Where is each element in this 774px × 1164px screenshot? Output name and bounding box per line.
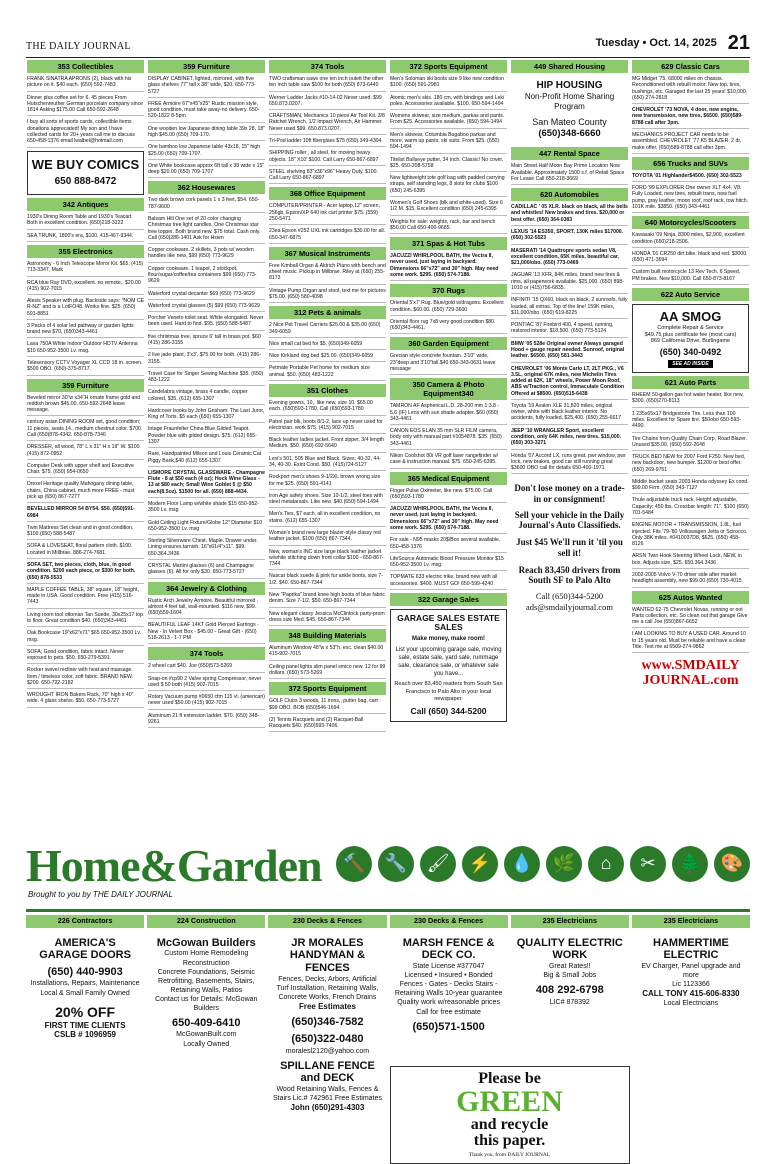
service-ad	[268, 931, 386, 1115]
we-buy-comics-ad	[27, 151, 144, 195]
classified-ad: CADILLAC ' 05 XLR. black on black, all the bells and whistles! New brakes and tires. $20,000 or best offer. (650) 364-0383	[511, 204, 628, 226]
classified-ad: Woman's brand new large blazer-style classy red leather jacket. $100 (650) 867-7344.	[269, 530, 386, 546]
category-header: 372 Sports Equipment	[390, 60, 507, 73]
classified-ad: RHEEM 50-gallon gas hot water heater, like new, $300. (650)270-8113	[632, 392, 749, 408]
classified-ad: Astronomy - 6 Inch Telescope Mirror Kit. $65, (415) 713-3347, Mark	[27, 261, 144, 277]
service-column	[632, 915, 750, 1125]
wrench-icon: 🔧	[378, 846, 414, 882]
classified-ad: Titelist Bullseye putter, 34 inch. Classic! No cover. $25. 650-208-5758	[390, 157, 507, 173]
classified-ad: Women's Golf Shoes (blk and white-used). Size 6 1/2 M. $15. Excellent condition (650) 245-6395	[390, 200, 507, 216]
service-ad-line: 650-409-6410	[172, 1017, 241, 1030]
classified-ad: GOLF Clubs 3 woods, 11 irons,, putter bag, cart $99 OBO. BOB (650)546-1694.	[269, 698, 386, 714]
paint-icon: 🎨	[714, 846, 750, 882]
classified-ad: Dinner plus coffee set for 6. 45 pieces From Hutschenreuther German porcelain company since 1814 Asking $175.00 Call 650-592-2648	[27, 95, 144, 117]
ad-line: Just $45 We'll run it 'til you sell it!	[516, 536, 623, 558]
classified-ad: Gold Ceiling Light Fixture/Globe 12" Diameter $10 650-952-3500 Lv. msg	[148, 520, 265, 536]
aa-smog-ad	[632, 304, 749, 373]
service-ad-line: (650) 440-9903	[47, 966, 123, 979]
classified-ad: New, woman's INC size large black leather jacket w/white stitching down front collar $100 - 650-867-7344	[269, 549, 386, 571]
classified-ad: Tri-Pod ladder 10ft fiberglass $75 (650) 349-4304.	[269, 138, 386, 147]
classified-ad: CHEVROLET '73 NOVA, 4 door, new engine, new transmission, new tires, $6500. (650)589-8788 call after 3pm.	[632, 107, 749, 129]
category-header: 362 Housewares	[148, 181, 265, 194]
classified-ad: SOFA SET, two pieces, cloth, blue, in good condition. $200 each piece, or $300 for both. (650) 878-5533	[27, 562, 144, 584]
classified-ad: New "Paprika" brand knee high boots of blue fabric denim. Size 7-1/2. $50. 650-867-7344	[269, 592, 386, 608]
classified-ad: Oriental 5'x7' Rug. Blue/gold w/dragons. Excellent condition. $60.00. (650) 729-3600	[390, 300, 507, 316]
classified-ad: Men's skiwear, Columbia Bugaboo parkas and more, warm up pants, ski suits. From $25. (650) 594-1494	[390, 132, 507, 154]
category-header: 224 Construction	[147, 915, 265, 928]
category-header: 625 Autos Wanted	[632, 591, 749, 604]
classified-ad: Aluminum Window 48"w x 53"h. exc. clean $40.00 415-902-7015	[269, 645, 386, 661]
service-ad-line: Locally Owned	[183, 1040, 230, 1048]
service-ad	[632, 931, 750, 1010]
classified-column	[268, 58, 387, 820]
category-header: 353 Collectibles	[27, 60, 144, 73]
classified-ad: Rocker swivel recliner with heat and massage. Item / timeless color, soft fabric. BRAND NEW. $200. 650-722-2182	[27, 667, 144, 689]
classified-ad: Nikon Coolshot 80i VR golf laser rangefinder w/ case & instruction manual. $75. 650-245-6395.	[390, 453, 507, 469]
classified-ad: SHIPPING roller , all steel, for moving heavy objects. 18" X10' $100. Call Larry 650-867-6897	[269, 150, 386, 166]
category-header: 374 Tools	[148, 647, 265, 660]
classified-ad: TWO craftsman saws one ten inch outett the other ten inch table saw $100 for both (650) 873-6440	[269, 76, 386, 92]
classified-ad: JACUZZI WHIRLPOOL BATH, the Vectra II, never used, just laying in backyard. Dimensions 66"x72" and 30" high. May need some work. $295. (650) 574-7188.	[390, 253, 507, 281]
classified-ad: One wooden low Japanese dining table 39x 28, 18" high $45.00 (650) 709-170.	[148, 126, 265, 142]
classified-ad: Balsam Hill One set of 20 color changing Christmas tree light candles. One Christmas star tree topper. Both brand new. $75 total. Cash only. Call (650)286-1401 Ask for Hsien	[148, 216, 265, 244]
classified-ad: FRANK SINATRA APRONS (2), black with his picture on it. $40 each. (650) 592-7483	[27, 76, 144, 92]
classified-ad: SOFA; Good condition, fabric intact. Never exposed to pets. $50. 650-279-5391.	[27, 649, 144, 665]
service-ad	[147, 931, 265, 1051]
ad-line: Reach 83,450 drivers from South SF to Palo Alto	[518, 564, 621, 586]
hip-housing-ad	[511, 76, 628, 145]
classified-ad: RCA blue Ray DVD, excellent. no remote,. $20.00 (415) 902-7015	[27, 280, 144, 296]
classified-ad: TOYOTA '01 Highlander$4500. (650) 302-5523	[632, 173, 749, 182]
classified-ad: MECHANICS PROJECT CAR needs to be assembled. CHEVROLET '77 K5 BLAZER. 2 dr, make offer. (650)589-8788 call after 3pm.	[632, 132, 749, 154]
classified-ad: Evening gowns, 10,. like new, size 10. $65.00 each. (650)593-1780. Call (650)593-1780	[269, 400, 386, 416]
classified-ad: Alesis Speaker with plug. Backside says: "NOM CE R-NZ" and is a LotFO48. Works fine. $25. (650) 591-8851	[27, 298, 144, 320]
classified-ad: ENGINE MOTOR + TRANSMISSION, 1.8L, fuel injected. Fits '79-'80 Volkswagen Jetta or Scirocco. Only 38K miles. #0410037D8, $625. (650) 458-8126	[632, 522, 749, 550]
classified-ad: Free Kimball Organ & Aldrich Piano with bench and sheet music. Pickup in Millbrae. Riley at (650) 255-8173	[269, 263, 386, 285]
service-ad-line: Big & Small Jobs	[543, 972, 597, 980]
service-ad-line: (650)571-1500	[412, 1020, 485, 1033]
service-ad-line: (650)322-0480	[291, 1033, 364, 1046]
classified-ad: Men's Ties, $7 each, all in excellent condition, no stains. (612) 655-1307	[269, 511, 386, 527]
home-garden-rule	[26, 909, 750, 912]
auto-classifieds-ad	[511, 477, 628, 617]
classified-ad: CRAFTSMAN, Mechanics 10 piece Air Tool Kit. 3/8 Ratchet Wrench, 1/2 Impact Wrench, Air Hammer Never used $99. 650.873.0207.	[269, 113, 386, 135]
service-ad-line: moralesl2120@yahoo.com	[285, 1047, 370, 1055]
classified-ad: Rockport men's shoes 9-1/2XL brown wrong size for me $25. (650) 591-4141	[269, 474, 386, 490]
classified-ad: MAPLE COFFEE TABLE, 38" square, 18" height, made in USA. Good condition. Free (415) 516-7443	[27, 587, 144, 609]
service-ad-line: Installations, Repairs, Maintenance	[30, 980, 140, 988]
classified-ad: Candelabra vintage, brass 4 candle, copper colored, $35. (612) 655-1307	[148, 389, 265, 405]
classified-ad: Drexel Heritage quality Mahogany dining table, chairs, China cabinet, much more FREE - must pick up (650) 867-7277	[27, 481, 144, 503]
classifieds-area	[26, 58, 750, 820]
classified-ad: FREE Armoire 67"x45"x25" Rustic mission style, good condition, must take away-no delivery. 650-520-1822 8-5pm	[148, 101, 265, 123]
category-header: 364 Jewelry & Clothing	[148, 582, 265, 595]
classified-ad: Rotary Vacuum pump #0650 cfm 115 vl. (american) never used $50.00 (415) 902-7015	[148, 694, 265, 710]
category-header: 620 Automobiles	[511, 188, 628, 201]
service-ad-line: CSLB # 1096959	[54, 1030, 116, 1040]
classified-ad: INFINITI '15 QX60, black on black, 2 sunroofs, fully loaded, all extras. Top of the line! 159K miles, $11,000/obo. (650) 619-8225	[511, 297, 628, 319]
classified-ad: Vintage Pump Organ and stool, text me for pictures $75.00. (650) 580-4098	[269, 288, 386, 304]
category-header: 365 Medical Equipment	[390, 472, 507, 485]
classified-ad: Atomic men's skis. 180 cm, with bindings and Leki poles. Accessories available. $100. 650-594-1494	[390, 95, 507, 111]
ad-line: Complete Repair & Service	[657, 324, 724, 331]
category-header: 359 Furniture	[27, 379, 144, 392]
service-ad-line: QUALITY ELECTRIC WORK	[516, 936, 623, 962]
service-ad-line: Wood Retaining Walls, Fences & Stairs Lic.# 742961 Free Estimates	[272, 1085, 382, 1103]
service-ad-line: Great Rates!!	[548, 963, 591, 971]
bolt-icon: ⚡	[462, 846, 498, 882]
service-ad-line: EV Charger, Panel upgrade and more	[641, 963, 741, 980]
classified-ad: BEAUTIFUL LEAF 14KT Gold Pierced Earrings - New - In Velvet Box - $45.00 - Great Gift - (650) 518-2613 - 1-7 PM	[148, 622, 265, 644]
classified-ad: Computer Desk with upper shelf and Executive Chair. $75. (650) 954-0650	[27, 463, 144, 479]
classified-ad: Intage Fraunfelter China Blue Gilded Teapot. Powder blue with gilded design. $75. (612) 655-1307	[148, 426, 265, 448]
category-header: 370 Rugs	[390, 284, 507, 297]
classified-ad: ARSN Twin Hook Steering Wheel Lock, NEW, in box. Adjusts size, $25. 650.364.3436	[632, 553, 749, 569]
service-ad-line: Call for free estimate	[416, 1008, 481, 1016]
classified-ad: WANTED 62-75 Chevrolet Novas, running or not Parts collection, etc. So clean out that garage Give me a call Joe (650)867-6652	[632, 607, 749, 629]
service-ad-line: McGowanBuilt.com	[176, 1031, 237, 1039]
classified-ad: 2 Nice Pet Travel Carriers $25.00 & $35.00 (650) 349-6059	[269, 322, 386, 338]
classified-ad: DRESSER, all wood, 78" L x 31" H x 19" W. $100. (415) 872-0952	[27, 444, 144, 460]
home-garden-icons	[336, 846, 750, 882]
service-ad-line: 408 292-6798	[535, 984, 604, 997]
category-header: 350 Camera & Photo Equipment340	[390, 378, 507, 400]
recycle-line: Please be	[478, 1070, 541, 1088]
service-ad-line: MARSH FENCE & DECK CO.	[402, 936, 495, 962]
classified-column	[147, 58, 266, 820]
classified-ad: Honda '07 Accord LX, runs great, pwr window, pwr lock, new brakes, good car still running great $3600 OBO call for details 650-400-1971	[511, 453, 628, 475]
classified-ad: 1 235x65x17 Bridgestone Tire. Less than 100 miles. Excellent for Spare tire. $50obo 650-593-4490.	[632, 411, 749, 433]
classified-ad: LISMORE CRYSTAL GLASSWARE - Champagne Flute - 8 at $50 each (4 oz); Hock Wine Glass - 13 at $80 each; Small Wine Goblet 5 @ $50 each(8.5oz). $1500 for all. (650) 888-4434.	[148, 470, 265, 498]
service-ad-line: Custom Home Remodeling Reconstruction	[164, 950, 249, 967]
garage-sales-ad	[390, 609, 507, 722]
service-ad-line: 20% OFF	[55, 1003, 116, 1020]
service-ad-line: Local & Small Family Owned	[40, 989, 130, 997]
service-ad-line: McGowan Builders	[156, 936, 256, 949]
classified-ad: SOFA & LOVESEAT, floral pattern cloth. $100. Located in Millbrae. 886-274-7681.	[27, 543, 144, 559]
category-header: 371 Spas & Hot Tubs	[390, 237, 507, 250]
ad-line: SEE AD INSIDE	[668, 360, 713, 368]
smdailyjournal-logo: www.SMDAILY JOURNAL.com	[641, 658, 740, 688]
category-header: 348 Building Materials	[269, 629, 386, 642]
service-ad-line: Lic 1123366	[672, 981, 710, 989]
classified-ad: Two dark brown cork panels 1 x 3 feet, $54. 650-787-9600	[148, 197, 265, 213]
services-area	[26, 915, 750, 1159]
classified-ad: Waterford crystal decanter $69 (650) 773-9629	[148, 291, 265, 300]
service-ad	[26, 931, 144, 1042]
classified-ad: Snap-on #cp90 2 Valve spring Compressor, never used $ 50 both (415) 902-7015	[148, 676, 265, 692]
ad-phone: Call (650) 344-5200	[410, 706, 487, 717]
classified-ad: Copper cookware. 2 skillets, 3 pots w/ wooden handles like new, $99 (650) 773-9629	[148, 247, 265, 263]
classified-ad: PONTIAC '87 Firebird 400, 4 speed, running, restored interior. $18,500. (650) 773-5124	[511, 322, 628, 338]
classified-ad: TOPMATE 633 electric trike, brand new with all accessories. $400. MUST GO! 650-599-4240	[390, 574, 507, 590]
tree-icon: 🌲	[672, 846, 708, 882]
classified-ad: STEEL shelving 83"x36"x96" Heavy Duty. $100. Call Larry 650-867-6897	[269, 169, 386, 185]
service-ad-line: State License #377047	[412, 963, 485, 971]
category-header: 621 Auto Parts	[632, 376, 749, 389]
classified-ad: One White bookcase approx 6ft tall x 38 wide x 15" deep $20.00 (650) 709-1707	[148, 163, 265, 179]
category-header: 656 Trucks and SUVs	[632, 157, 749, 170]
ad-line: Don't lose money on a trade-in or consignment!	[514, 483, 625, 504]
classified-ad: Nice Kirkland dog bed $25.00. (650)349-6059	[269, 353, 386, 362]
classified-ad: Thule adjustable truck rack, Height adjustable, Capacity: 450 lbs. Crossbar length: 71". $100 (650) 701-5484	[632, 497, 749, 519]
category-header: 640 Motorcycles/Scooters	[632, 216, 749, 229]
classified-ad: One bamboo low Japanese table 43x18, 15" high $25.00 (650) 709-1707.	[148, 144, 265, 160]
paper-name: THE DAILY JOURNAL	[26, 40, 131, 52]
classified-ad: MASERATI '14 Quattropre sports sedan V8, excellent condition, 65K miles, beautiful car, $21,000/obo. (650) 773-0469	[511, 248, 628, 270]
classified-ad: COMPUTER/PRINTER - Acer laptop,12" screen, 256gb, Epson/XP 640 ink cart printer $75. (559) 250-5471	[269, 203, 386, 225]
masthead	[26, 32, 750, 58]
classified-ad: New lightweight tote golf bag with padded carrying straps, self standing legs, 8 slots for clubs $100 (650) 245-6395	[390, 175, 507, 197]
category-header: 629 Classic Cars	[632, 60, 749, 73]
classified-ad: Petmate Portable Pet home for medium size animal. $50. (650) 483-1222	[269, 365, 386, 381]
classified-ad: Toyota '19 Avalon XLE 31,820 miles, original owner, white with black leather interior. No accidents, fully loaded. $25,400. (650) 255-6617	[511, 403, 628, 425]
page-number: 21	[727, 31, 750, 54]
ad-phone: 650 888-8472	[54, 175, 117, 187]
ad-line: Sell your vehicle in the Daily Journal's Auto Classifieds.	[514, 510, 625, 531]
recycle-line: this paper.	[473, 1132, 546, 1150]
service-ad-line: John (650)291-4303	[290, 1103, 365, 1113]
classified-ad: (2) Tennis Racquets and (2) Racquet-Ball Racquets $40. (650)593-7406.	[269, 717, 386, 733]
classified-ad: Lava 750A White Indoor Outdoor HDTV Antenna $10 650-952-3500 Lv. msg.	[27, 341, 144, 357]
category-header: 226 Contractors	[26, 915, 144, 928]
classified-ad: Finger Pulse Oximeter, like new. $75.00. Call (650)593-1780	[390, 488, 507, 504]
saw-icon: ✂	[630, 846, 666, 882]
category-header: 312 Pets & animals	[269, 306, 386, 319]
classified-ad: 23ea Epson #252 UXL ink cartridges $30.00 for all. 650-347-6875	[269, 228, 386, 244]
classified-ad: Rustic Arch Jewelry Armoire. Beautiful mirrored , almost 4 feet tall, wall-mounted. $116 new, $99.(650)559-1604	[148, 598, 265, 620]
ad-line: $49.75 plus certificate fee (most cars)	[644, 331, 737, 338]
service-ad-line: (650)346-7582	[291, 1015, 364, 1028]
classified-ad: For sale - N95 masks 20$/Box several available, 650-458-1376	[390, 537, 507, 553]
ad-phone: (650)348-6660	[538, 127, 601, 139]
category-header: 447 Rental Space	[511, 147, 628, 160]
classified-ad: New elegant classy Jessica McClintock party-prom dress size Med. $45. 650-867-7344	[269, 611, 386, 627]
recycle-line: GREEN	[456, 1085, 563, 1119]
category-header: 235 Electricians	[632, 915, 750, 928]
home-garden-subtitle: Brought to you by THE DAILY JOURNAL	[28, 890, 173, 899]
service-column	[511, 915, 629, 1125]
service-ad-line: AMERICA'S GARAGE DOORS	[39, 936, 131, 962]
service-ad-line: LIC# 878392	[549, 998, 590, 1006]
classified-ad: Twin Mattress Set clean and in good condition. $100.(650) 588-5487	[27, 525, 144, 541]
home-garden-banner	[26, 838, 750, 904]
classified-ad: 2 live jade plant, 3'x3', $75.00 for both. (415) 286-3155.	[148, 352, 265, 368]
classified-ad: 3 Packs of 4 solar led pathway or garden lights brand new $70, (650)343-4461	[27, 323, 144, 339]
classified-ad: century asian DINING ROOM set, good condition; 11 pieces, seats 14., medium chestnut color. $700. Call (650)878-4342. 650-878-7346	[27, 419, 144, 441]
ad-title: WE BUY COMICS	[31, 156, 140, 172]
service-ad	[390, 931, 508, 1036]
classified-ad: BEVELLED MIRROR 54 BY54. $50. (650)591-6984	[27, 506, 144, 522]
category-header: 368 Office Equipment	[269, 187, 386, 200]
classified-column	[631, 58, 750, 820]
service-ad-line: Licensed • Insured • Bonded Fences - Gates - Decks Stairs - Retaining Walls 10-year guarantee Quality work w/reasonable prices	[394, 972, 503, 1007]
classified-ad: 2 wheel cart $40. Joe (650)573-5269	[148, 663, 265, 672]
classified-ad: CHEVROLET '06 Monte Carlo LT, 2LT PKG., V6 3.5L, original 67K miles, new Michelin Tires added at 62K, 18" wheels, Power Moon Roof, ABS w/Traction control, Immaculate Condition Offered at $8500. (650)515-6438	[511, 366, 628, 400]
classified-ad: Living room tool ottoman Tan Suede, 30x25x17 top to floor. Great condition $40. (650)343-4461	[27, 612, 144, 628]
issue-date-page	[596, 31, 750, 55]
leaf-icon: 🌿	[546, 846, 582, 882]
service-ad-line: Local Electricians	[663, 1000, 719, 1008]
service-ad-line: Free Estimates	[298, 1001, 356, 1011]
category-header: 374 Tools	[269, 60, 386, 73]
classified-ad: five christmas tree, spruce 6' tall in brass pot. $60 (415) 286-3155	[148, 334, 265, 350]
classified-ad: JACUZZI WHIRLPOOL BATH, the Vectra II, never used, just laying in backyard. Dimensions 66"x72" and 30" high. May need some work. $295. (650) 574-7188.	[390, 506, 507, 534]
classified-ad: Grecian style concrete fountain. 3'10" wide, 23"deep and 3'10"tall.$40 650-343-0631 leave message	[390, 353, 507, 375]
service-column	[390, 915, 563, 1159]
ad-line: 869 California Drive, Burlingame	[650, 338, 731, 345]
category-header: 342 Antiques	[27, 198, 144, 211]
drop-icon: 💧	[504, 846, 540, 882]
service-ad-line: CALL TONY 415-606-8330	[642, 989, 740, 999]
classified-ad: I AM LOOKING TO BUY A USED CAR. Around 10 to 15 years old. Must be reliable and have a clean Title. Text me at 6509-274-9862	[632, 631, 749, 653]
recycle-line: Thank you, from DAILY JOURNAL	[468, 1152, 551, 1159]
category-header: 449 Shared Housing	[511, 60, 628, 73]
classified-ad: DISPLAY CABINET, lighted, mirrored, with five glass shelves 77" tall x 38" wide, $20. 650-773-5727	[148, 76, 265, 98]
issue-date: Tuesday • Oct. 14, 2025	[595, 36, 717, 49]
classified-ad: Beveled mirror 30"w x34"H ornate frame gold and reddish brown $45.00. 650-592-2648 leave message.	[27, 395, 144, 417]
category-header: 360 Garden Equipment	[390, 337, 507, 350]
service-ad-line: HAMMERTIME ELECTRIC	[653, 936, 729, 962]
classified-ad: 2002-2005 Volvo V-70 driver side after market headlight assembly, new $99.00 (650) 730-4015	[632, 572, 749, 588]
ad-location: San Mateo County	[532, 116, 607, 127]
category-header: 367 Musical Instruments	[269, 247, 386, 260]
service-ad-line: Fences, Decks, Arbors, Artificial Turf Installation, Retaining Walls, Concrete Works, French Drains	[276, 975, 379, 1001]
classified-ad: Levi's 501, 505 Blue and Black. Sizes: 40-32, 44-34, 40-30. Exlnt Cond. $50. (415)724-5127	[269, 456, 386, 472]
classified-ad: Middle bucket seats 2003 Honda odyssey Ex cond. $99.00 Firm. (650) 343-7127	[632, 479, 749, 495]
classified-ad: Waterford crystal glasses (5) $99 (650) 773-9629	[148, 303, 265, 312]
service-ad-line: Contact us for Details: McGowan Builders	[155, 995, 258, 1012]
classified-ad: FORD '99 EXPLORER One owner XLT 4x4, V8. Fully Loaded, new tires, rebuilt trans, new fuel pump, gray leather, moon roof, roof rack, tow hitch. 101K mile. $3850. (650) 343-4461	[632, 185, 749, 213]
service-ad-line: JR MORALES HANDYMAN & FENCES	[289, 936, 366, 975]
classified-ad: Aluminum 21 ft extension ladder. $70. (650) 348-9261	[148, 713, 265, 729]
service-column	[268, 915, 386, 1125]
brush-icon: 🖌	[420, 846, 456, 882]
classified-ad: Kawasaki '09 Ninja, 8300 miles, $2,900, excellent condition (650)218-2506.	[632, 232, 749, 248]
classified-ad: SEA TRUNK, 1800's era, $100. 415-467-9344.	[27, 233, 144, 242]
classified-ad: Patrol pair blk, boots 8/1-2, lace up never used for electrician. work $75. (415) 902-7015	[269, 419, 386, 435]
service-ad-line: Concrete Foundations, Seismic Retrofitting, Basements, Stairs, Retaining Walls, Patios	[157, 968, 255, 994]
category-header: 622 Auto Service	[632, 288, 749, 301]
classified-ad: Oriental floor rug 7x8 very good condition $80. (650)343-4461.	[390, 319, 507, 335]
classified-ad: JAGUAR '13 XFR, 84K miles, brand new tires & rims, all paperwork available. $25,000. (650) 898-1010 or (415)756-6835.	[511, 272, 628, 294]
classified-ad: MG Midget '75, 68000 miles on chassis. Reconditioned with rebuilt motor. New top, tires, bushings, etc. Garaged the last 25 years! $10,000. (650) 274-2818	[632, 76, 749, 104]
service-column	[147, 915, 265, 1125]
classified-ad: Nascar black suede & pink fur ankle boots, size 7-1/2. $40. 650-867-7344	[269, 573, 386, 589]
classified-ad: Men's Soloman ski boots size 9 like new condition $100. (650) 591-2981	[390, 76, 507, 92]
classified-ad: BMW '05 528e Original owner Always garaged Hood + gauge repair needed. Sunroof, original leather. $6500. (650) 581-3443	[511, 341, 628, 363]
category-header: 372 Sports Equipment	[269, 682, 386, 695]
classified-ad: Ceiling panel lights slim panel smico new. 12 for 99 dollars. (650) 573-5269	[269, 664, 386, 680]
classified-ad: TAMRON AF Aspherical L.D. 28-200 mm 1:3.8 - 5.6 (IF) Lens with sun shade adapter. $60 (650) 343-4461	[390, 403, 507, 425]
service-ad-line: SPILLANE FENCE and DECK	[280, 1059, 375, 1085]
classified-ad: Sterling Silverware Chest. Maple. Drawer under. Lining ensures tarnish. 16"x61/4"x11". $99. 650.364.3436	[148, 538, 265, 560]
classified-ad: Iron Age safety shoes. Size 10-1/2, steel toes with steel metatarsals. Like new. $40.(650) 594-1494	[269, 493, 386, 509]
classified-ad: Main Street Half Moon Bay Prime Location Now Available. Approximately 1500 s.f. of Retail Space For Lease Call 650-218-3669	[511, 163, 628, 185]
classified-ad: LEXUS '14 ES350, SPORT, 130K miles $17000. (650) 302-5523	[511, 229, 628, 245]
category-header: 355 Electronics	[27, 245, 144, 258]
category-header: 235 Electricians	[511, 915, 629, 928]
classified-ad: Porcher Veneto toilet seat. White elongated. Never been used. Hard to find. $95. (650) 588-5487	[148, 315, 265, 331]
ad-tagline: Make money, make room!	[412, 635, 485, 642]
classified-ad: Weights for sale: weights, rack, bar and bench $50.00 Call 650-400-9685.	[390, 219, 507, 235]
ad-line: AA SMOG	[659, 309, 722, 325]
classified-ad: Oak Bookcase 19"x62"x71" $65 650-952-3500 Lv. msg.	[27, 630, 144, 646]
classified-ad: Werner Ladder Jacks #10-14-02 Never used. $99 650.873.0207.	[269, 95, 386, 111]
classified-column	[389, 58, 508, 820]
category-header: 230 Decks & Fences	[390, 915, 508, 928]
classified-ad: Hardcover books by John Grisham: The Last Juror, King of Torts. $5 each (650) 655-1307	[148, 408, 265, 424]
ad-line: (650) 340-0492	[659, 347, 722, 357]
classified-ad: Modern Floor Lamp w/white shade $15 650-952-3500 Lv. msg	[148, 501, 265, 517]
classified-ad: Telesensory CCTV Voyager XL CCD 18 in. screen. $500 OBO. (650)-375-8717.	[27, 360, 144, 376]
category-header: 230 Decks & Fences	[268, 915, 386, 928]
classified-ad: Black leather ladies jacket. Front zipper, 3/4 length Medium. $50. (650) 692-5640	[269, 437, 386, 453]
classified-ad: LifeSource Automatic Blood Pressure Monitor $15 650-952-3500 Lv. msg.	[390, 556, 507, 572]
recycle-line: and recycle	[470, 1116, 549, 1134]
service-ad	[511, 931, 629, 1009]
classified-ad: Womens skiwear, size medium, parkas and pants. From $25. Accessories available. (650) 594-1494	[390, 113, 507, 129]
ad-title: HIP HOUSING	[536, 80, 603, 92]
classified-ad: Rare, Handpainted Milson and Louis Ceramic Cat Piggy Bank,$40 (612) 655-1307	[148, 451, 265, 467]
ad-subtitle: Non-Profit Home Sharing Program	[524, 92, 615, 111]
classified-ad: Tire Chains from Quality Chain Corp, Road Blazer. Unused $35.00. (650) 592-2648	[632, 436, 749, 452]
category-header: 359 Furniture	[148, 60, 265, 73]
classified-ad: WROUGHT IRON Bakers Rack, 70" high x 40" wide. 4 glass shelvs. $50. 650-773-5727	[27, 692, 144, 708]
classified-column	[26, 58, 145, 820]
ad-body: List your upcoming garage sale, moving sale, estate sale, yard sale, rummage sale, clearance sale, or whatever sale you have...	[395, 647, 502, 678]
house-icon: ⌂	[588, 846, 624, 882]
classified-ad: 1930's Dining Room Table and 1930's Teacart. Both in excellent condition. (650)218-3222	[27, 214, 144, 230]
classified-ad: HONDA '01 CR250 dirt bike. black and red. $3000. (650) 471-3694	[632, 251, 749, 267]
classified-ad: TRUCK BED NEW for 2007 Ford F250. New bed, new backdoor, new bumper. $1200 or best offer. (650) 269-9751	[632, 454, 749, 476]
classified-ad: Copper cookware. 1 teapot, 2 stockpot, flour/sugar/coffee/tea containers $99 (650) 773-9629	[148, 266, 265, 288]
classified-ad: JEEP '10 WRANGLER Sport, excellent condition, only 64K miles, new tires. $15,000. (650) 303-3271	[511, 428, 628, 450]
classified-ad: I buy all sorts of sports cards, collectible items donations appreciated! My son and I have collected cards for 20+ years call me to discuss 650-458-1376 email lwalbel@hotmail.com	[27, 119, 144, 147]
classified-ad: CRYSTAL Martini glasses (6) and Champagne glasses (6). All for only $30. 650-773-5727	[148, 563, 265, 579]
service-ad-line: FIRST TIME CLIENTS	[44, 1020, 126, 1030]
service-column	[26, 915, 144, 1125]
hammer-icon: 🔨	[336, 846, 372, 882]
ad-line: Call (650)344-5200 ads@smdailyjournal.com	[526, 591, 613, 612]
ad-title: GARAGE SALES ESTATE SALES	[397, 613, 500, 633]
classified-ad: Nice small cat bed for $5. (650)349-6059	[269, 341, 386, 350]
category-header: 322 Garage Sales	[390, 593, 507, 606]
classified-column	[510, 58, 629, 820]
classified-ad: Travel Case for Singer Sewing Machine $35. (650) 483-1222	[148, 371, 265, 387]
home-garden-title: Home&Garden	[26, 840, 322, 891]
ad-reach: Reach over 83,450 readers from South San Francisco to Palo Alto in your local newspaper.	[394, 681, 503, 702]
category-header: 351 Clothes	[269, 384, 386, 397]
classified-ad: CANON EOS ELAN 35 mm SLR FILM camera, body only with manual part #1054878. $35. (650) 343-4461	[390, 428, 507, 450]
classified-ad: Custom built motorcycle 13 Rev Tech. 6 Speed, PM brakes. New $10,000. Call 650-873-8167	[632, 269, 749, 285]
